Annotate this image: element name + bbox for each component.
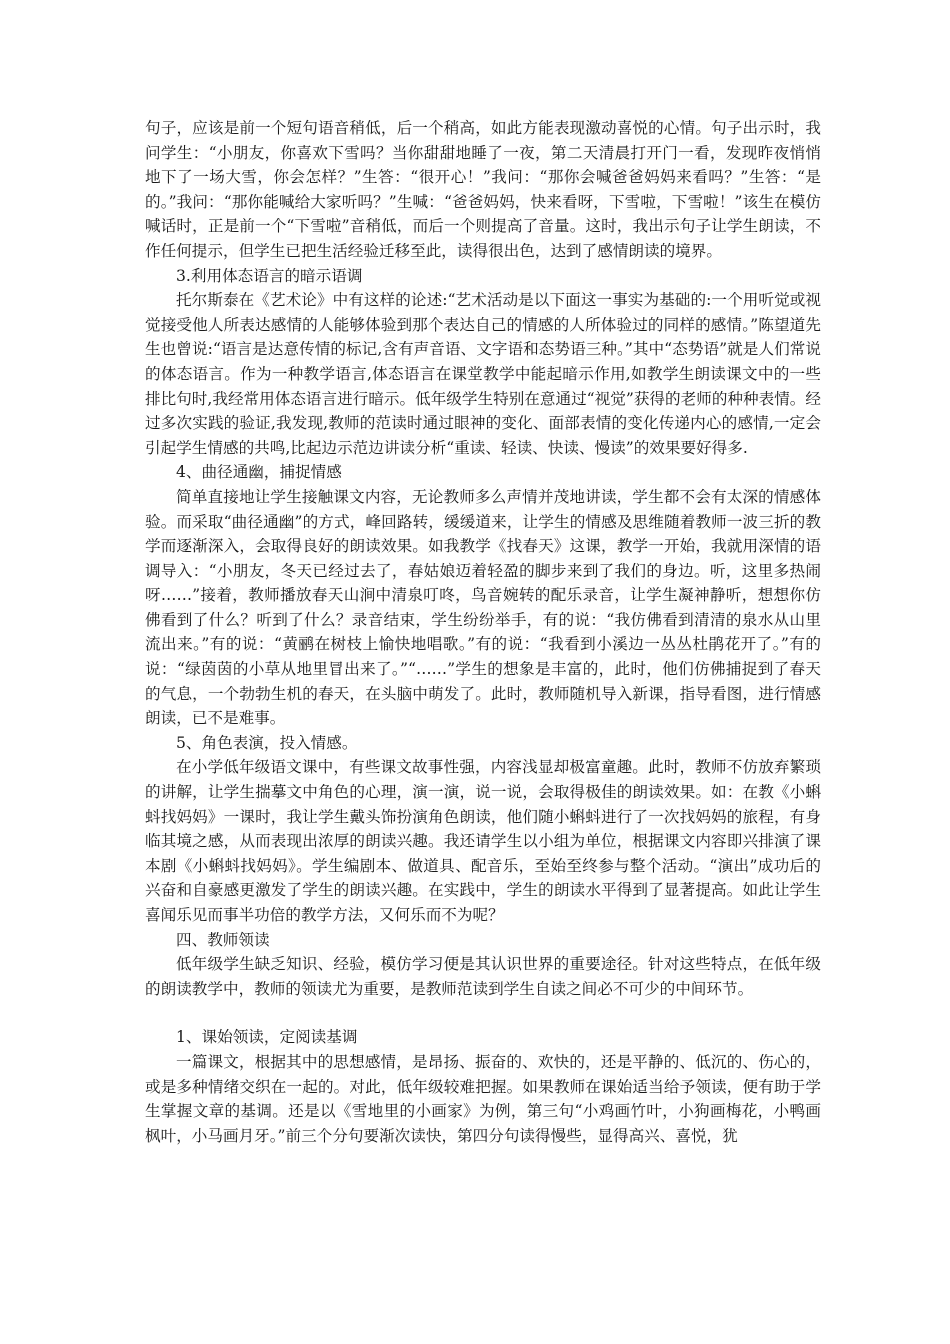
paragraph-snow-example: 句子，应该是前一个短句语音稍低，后一个稍高，如此方能表现激动喜悦的心情。句子出示时，我问学生：“小朋友，你喜欢下雪吗？当你甜甜地睡了一夜，第二天清晨打开门一看，发现昨夜悄悄地下了一场大雪，你会怎样？”生答：“很开心！”我问：“那你会喊爸爸妈妈来看吗？”生答：“是的。”我问：“那你能喊给大家听吗？”生喊：“爸爸妈妈，快来看呀，下雪啦，下雪啦！”该生在模仿喊话时，正是前一个“下雪啦”音稍低，而后一个则提高了音量。这时，我出示句子让学生朗读，不作任何提示，但学生已把生活经验迁移至此，读得很出色，达到了感情朗读的境界。 [145,119,821,260]
heading-winding-path: 4、曲径通幽，捕捉情感 [176,463,342,482]
document-body [145,116,821,1148]
heading-role-play: 5、角色表演，投入情感。 [176,733,358,752]
heading-lesson-start: 1、课始领读，定阅读基调 [176,1028,358,1047]
heading-body-language: 3.利用体态语言的暗示语调 [176,266,363,285]
paragraph-tolstoy: 托尔斯泰在《艺术论》中有这样的论述:“艺术活动是以下面这一事实为基础的:一个用听觉或视觉接受他人所表达感情的人能够体验到那个表达自己的情感的人所体验过的同样的感情。”陈望道先生也曾说:“语言是达意传情的标记,含有声音语、文字语和态势语三种。”其中“态势语”就是人们常说的体态语言。作为一种教学语言,体态语言在课堂教学中能起暗示作用,如教学生朗读课文中的一些排比句时,我经常用体态语言进行暗示。低年级学生特别在意通过“视觉”获得的老师的种种表情。经过多次实践的验证,我发现,教师的范读时通过眼神的变化、面部表情的变化传递内心的感情,一定会引起学生情感的共鸣,比起边示范边讲读分析“重读、轻读、快读、慢读”的效果要好得多. [145,291,821,457]
paragraph-tadpole: 在小学低年级语文课中，有些课文故事性强，内容浅显却极富童趣。此时，教师不仿放弃繁琐的讲解，让学生揣摹文中角色的心理，演一演，说一说，会取得极佳的朗读效果。如：在教《小蝌蚪找妈妈》一课时，我让学生戴头饰扮演角色朗读，他们随小蝌蚪进行了一次找妈妈的旅程，有身临其境之感，从而表现出浓厚的朗读兴趣。我还请学生以小组为单位，根据课文内容即兴排演了课本剧《小蝌蚪找妈妈》。学生编剧本、做道具、配音乐，至始至终参与整个活动。“演出”成功后的兴奋和自豪感更激发了学生的朗读兴趣。在实践中，学生的朗读水平得到了显著提高。如此让学生喜闻乐见而事半功倍的教学方法，又何乐而不为呢？ [145,758,821,924]
paragraph-finding-spring: 简单直接地让学生接触课文内容，无论教师多么声情并茂地讲读，学生都不会有太深的情感体验。而采取“曲径通幽”的方式，峰回路转，缓缓道来，让学生的情感及思维随着教师一波三折的教学而逐渐深入，会取得良好的朗读效果。如我教学《找春天》这课，教学一开始，我就用深情的语调导入：“小朋友，冬天已经过去了，春姑娘迈着轻盈的脚步来到了我们的身边。听，这里多热闹呀……”接着，教师播放春天山涧中清泉叮咚，鸟音婉转的配乐录音，让学生凝神静听，想想你仿佛看到了什么？听到了什么？录音结束，学生纷纷举手，有的说：“我仿佛看到清清的泉水从山里流出来。”有的说：“黄鹂在树枝上愉快地唱歌。”有的说：“我看到小溪边一丛丛杜鹃花开了。”有的说：“绿茵茵的小草从地里冒出来了。”“……”学生的想象是丰富的，此时，他们仿佛捕捉到了春天的气息，一个勃勃生机的春天，在头脑中萌发了。此时，教师随机导入新课，指导看图，进行情感朗读，已不是难事。 [145,487,821,728]
paragraph-lead-reading-intro: 低年级学生缺乏知识、经验，模仿学习便是其认识世界的重要途径。针对这些特点，在低年级的朗读教学中，教师的领读尤为重要，是教师范读到学生自读之间必不可少的中间环节。 [145,955,821,998]
heading-teacher-lead-reading: 四、教师领读 [176,930,270,949]
blank-line [145,1001,821,1025]
paragraph-tone-setting: 一篇课文，根据其中的思想感情，是昂扬、振奋的、欢快的，还是平静的、低沉的、伤心的，或是多种情绪交织在一起的。对此，低年级较难把握。如果教师在课始适当给予领读，便有助于学生掌握文章的基调。还是以《雪地里的小画家》为例，第三句“小鸡画竹叶，小狗画梅花，小鸭画枫叶，小马画月牙。”前三个分句要渐次读快，第四分句读得慢些，显得高兴、喜悦，犹 [145,1052,821,1145]
